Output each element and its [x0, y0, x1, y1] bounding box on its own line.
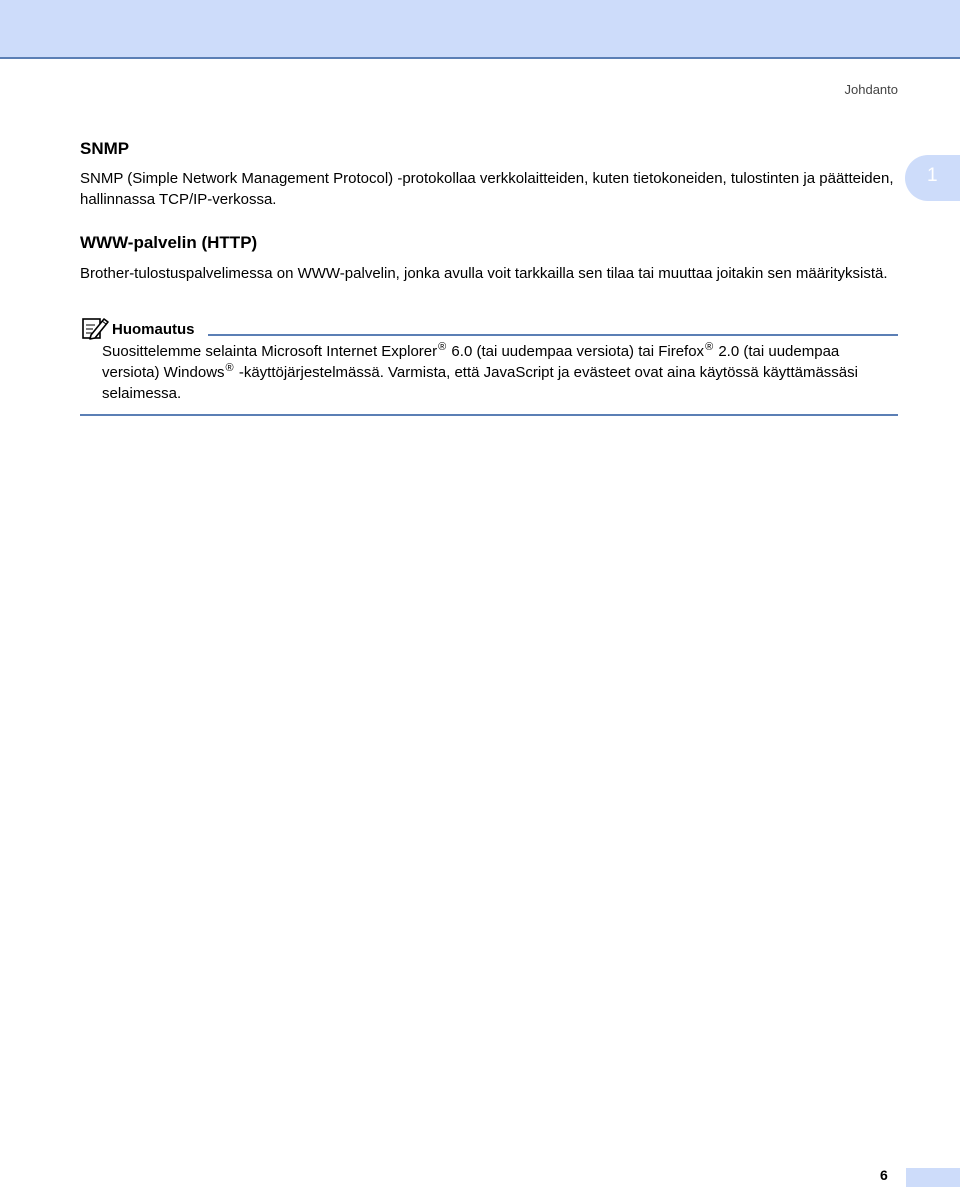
chapter-tab [905, 155, 960, 201]
note-header [80, 316, 898, 340]
note-text-part-1: Suosittelemme selainta Microsoft Internet Explorer [102, 343, 438, 360]
note-bottom-rule [80, 414, 898, 416]
chapter-number: 1 [927, 165, 938, 186]
registered-mark: ® [705, 341, 714, 353]
running-header-title: Johdanto [844, 82, 898, 97]
top-header-band [0, 0, 960, 59]
registered-mark: ® [225, 362, 234, 374]
note-text [102, 341, 898, 404]
section-body-snmp: SNMP (Simple Network Management Protocol) -protokollaa verkkolaitteiden, kuten tietokoneiden, tulostinten ja päätteiden, hallinnassa TCP/IP-verkossa. [80, 170, 894, 208]
section-body-www: Brother-tulostuspalvelimessa on WWW-palvelin, jonka avulla voit tarkkailla sen tilaa tai muuttaa joitakin sen määrityksistä. [80, 265, 888, 282]
note-text-part-2: 6.0 (tai uudempaa versiota) tai Firefox [447, 343, 705, 360]
pencil-note-icon [80, 316, 110, 340]
note-text-part-4: -käyttöjärjestelmässä. Varmista, että JavaScript ja evästeet ovat aina käytössä käyttämässäsi selaimessa. [102, 364, 858, 402]
note-top-rule [208, 334, 898, 336]
section-heading-snmp: SNMP [80, 139, 130, 158]
note-title: Huomautus [112, 321, 195, 338]
page-number-tab [906, 1168, 960, 1187]
page-number: 6 [880, 1167, 888, 1183]
note-text-part-3: 2.0 (tai uudempaa versiota) Windows [102, 343, 840, 381]
note-box [80, 316, 898, 416]
section-heading-www: WWW-palvelin (HTTP) [80, 233, 258, 252]
registered-mark: ® [438, 341, 447, 353]
